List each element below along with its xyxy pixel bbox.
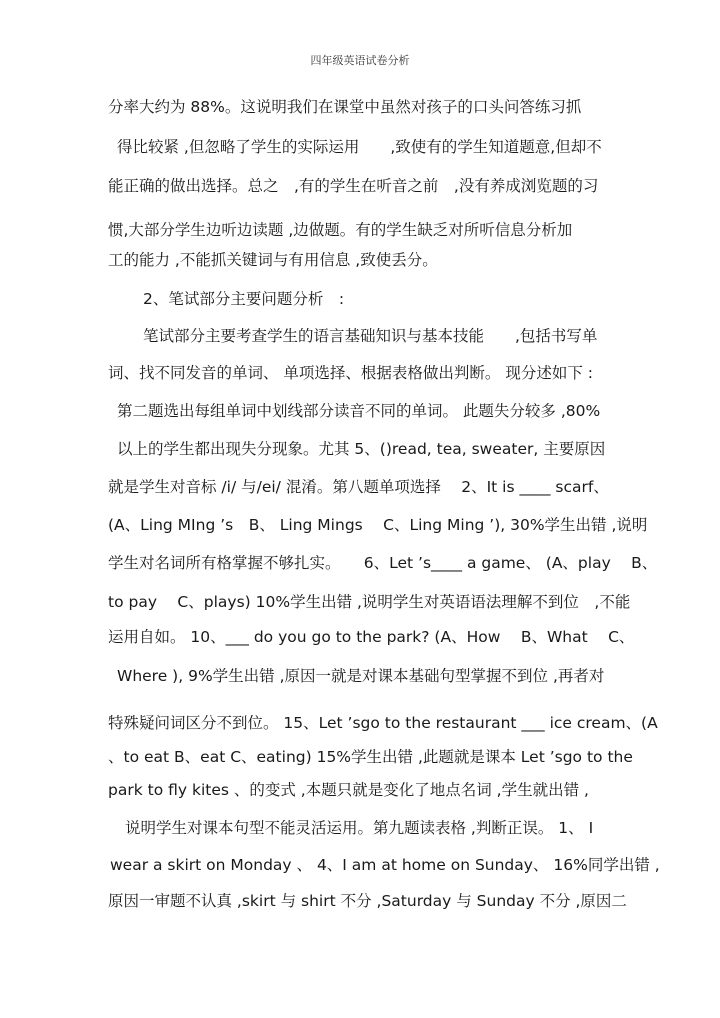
text-line-12: (A、Ling MIng ’s B、 Ling Mings C、Ling Ming ’), 30%学生出错 ,说明 xyxy=(108,516,648,534)
text-line-10: 以上的学生都出现失分现象。尤其 5、()read, tea, sweater, 主要原因 xyxy=(117,440,606,458)
text-line-3: 能正确的做出选择。总之 ,有的学生在听音之前 ,没有养成浏览题的习 xyxy=(108,177,599,195)
text-line-20: 说明学生对课本句型不能灵活运用。第九题读表格 ,判断正误。 1、 I xyxy=(125,819,594,837)
text-line-21: wear a skirt on Monday 、 4、I am at home on Sunday、 16%同学出错 , xyxy=(110,856,660,874)
text-line-9: 第二题选出每组单词中划线部分读音不同的单词。 此题失分较多 ,80% xyxy=(117,402,601,420)
section-heading: 2、笔试部分主要问题分析 : xyxy=(143,290,345,308)
text-line-7: 笔试部分主要考查学生的语言基础知识与基本技能 ,包括书写单 xyxy=(143,327,598,345)
text-line-15: 运用自如。 10、___ do you go to the park? (A、How B、What C、 xyxy=(108,628,635,646)
text-line-5: 工的能力 ,不能抓关键词与有用信息 ,致使丢分。 xyxy=(108,251,438,269)
text-line-8: 词、找不同发音的单词、 单项选择、根据表格做出判断。 现分述如下 : xyxy=(108,364,594,382)
text-line-18: 、to eat B、eat C、eating) 15%学生出错 ,此题就是课本 Let ’sgo to the xyxy=(108,748,633,766)
text-line-19: park to fly kites 、的变式 ,本题只就是变化了地点名词 ,学生就出错 , xyxy=(108,781,589,799)
text-line-2: 得比较紧 ,但忽略了学生的实际运用 ,致使有的学生知道题意,但却不 xyxy=(117,138,602,156)
text-line-4: 惯,大部分学生边听边读题 ,边做题。有的学生缺乏对所听信息分析加 xyxy=(108,221,573,239)
text-line-17: 特殊疑问词区分不到位。 15、Let ’sgo to the restaurant ___ ice cream、(A xyxy=(108,714,658,732)
page-header: 四年级英语试卷分析 xyxy=(310,54,410,67)
text-line-13: 学生对名词所有格掌握不够扎实。 6、Let ’s____ a game、 (A、play B、 xyxy=(108,554,658,572)
text-line-11: 就是学生对音标 /i/ 与/ei/ 混淆。第八题单项选择 2、It is ____ scarf、 xyxy=(108,478,609,496)
text-line-22: 原因一审题不认真 ,skirt 与 shirt 不分 ,Saturday 与 Sunday 不分 ,原因二 xyxy=(108,892,627,910)
text-line-1: 分率大约为 88%。这说明我们在课堂中虽然对孩子的口头问答练习抓 xyxy=(108,98,582,116)
text-line-16: Where ), 9%学生出错 ,原因一就是对课本基础句型掌握不到位 ,再者对 xyxy=(117,667,605,685)
text-line-14: to pay C、plays) 10%学生出错 ,说明学生对英语语法理解不到位 ,不能 xyxy=(108,593,631,611)
